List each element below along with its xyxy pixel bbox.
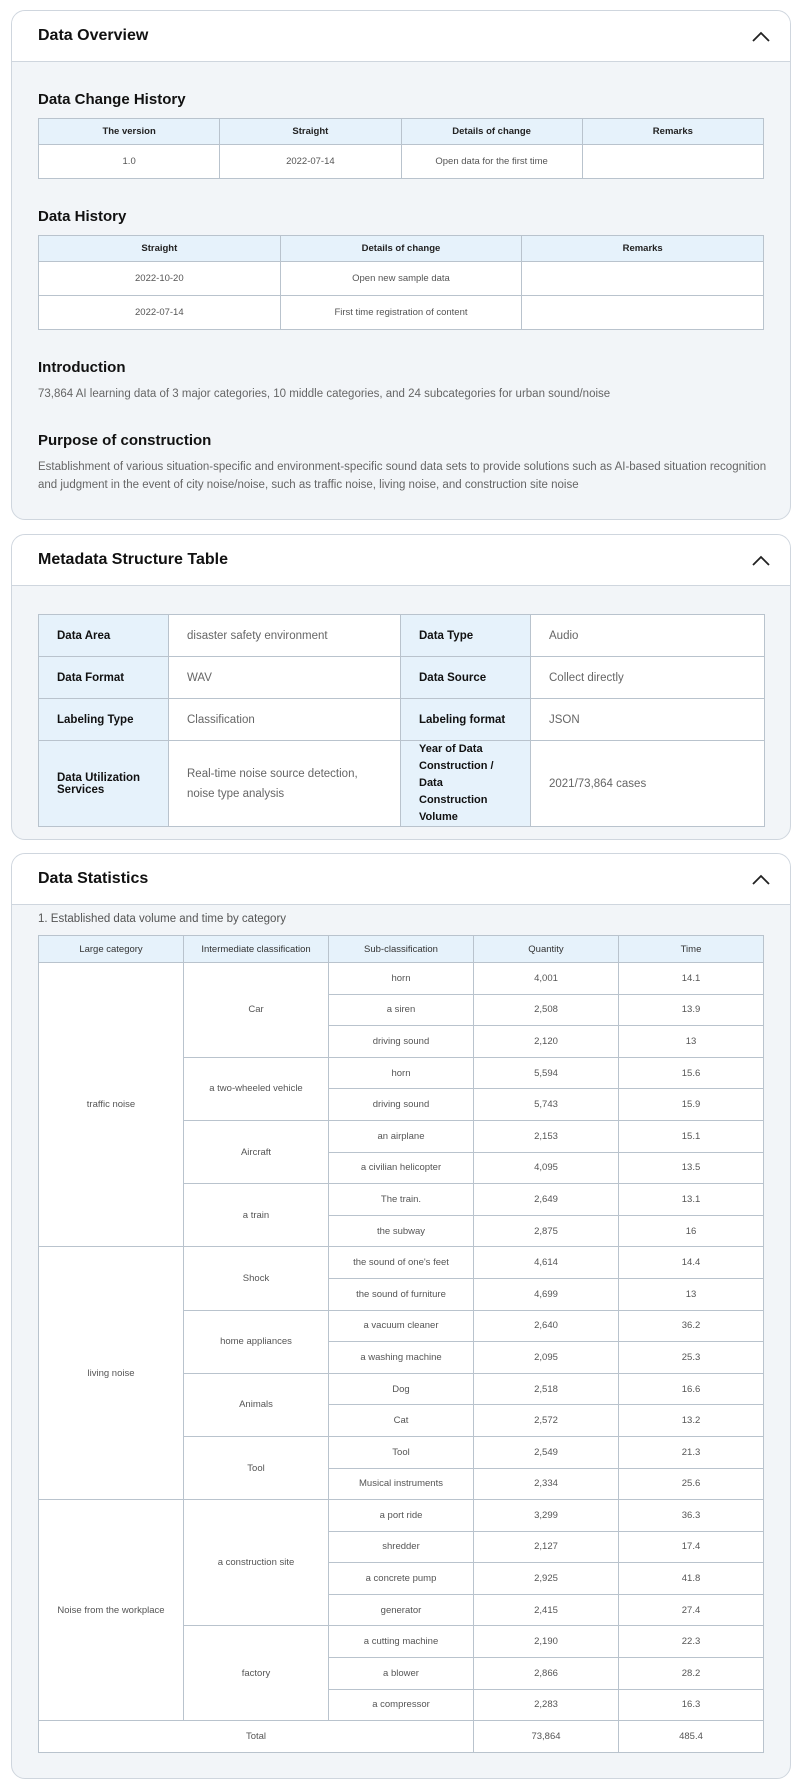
- meta-key: Data Area: [39, 615, 169, 657]
- quantity-cell: 2,120: [474, 1026, 619, 1058]
- intermediate-category-cell: Tool: [184, 1436, 329, 1499]
- quantity-cell: 2,518: [474, 1373, 619, 1405]
- table-header: Sub-classification: [329, 936, 474, 963]
- quantity-cell: 2,925: [474, 1563, 619, 1595]
- table-row: [39, 657, 765, 699]
- table-header: Intermediate classification: [184, 936, 329, 963]
- sub-category-cell: Dog: [329, 1373, 474, 1405]
- quantity-cell: 2,095: [474, 1342, 619, 1374]
- meta-value: 2021/73,864 cases: [531, 741, 765, 827]
- sub-category-cell: the sound of one's feet: [329, 1247, 474, 1279]
- table-cell: 2022-10-20: [39, 262, 281, 296]
- table-header: Details of change: [401, 119, 582, 145]
- metadata-title: Metadata Structure Table: [38, 551, 228, 568]
- table-row: [39, 296, 764, 330]
- time-cell: 28.2: [619, 1658, 764, 1690]
- sub-category-cell: a compressor: [329, 1689, 474, 1721]
- table-cell: [522, 296, 764, 330]
- quantity-cell: 2,508: [474, 994, 619, 1026]
- data-statistics-panel: [11, 853, 791, 1779]
- metadata-panel: [11, 534, 791, 840]
- meta-key: Data Type: [401, 615, 531, 657]
- time-cell: 25.3: [619, 1342, 764, 1374]
- time-cell: 15.9: [619, 1089, 764, 1121]
- meta-key: Year of Data Construction / Data Construction Volume: [401, 741, 531, 827]
- sub-category-cell: the subway: [329, 1215, 474, 1247]
- meta-key: Labeling Type: [39, 699, 169, 741]
- table-row: [39, 741, 765, 827]
- statistics-table: [38, 935, 764, 1753]
- table-cell: Open data for the first time: [401, 145, 582, 179]
- quantity-cell: 4,614: [474, 1247, 619, 1279]
- time-cell: 13.1: [619, 1184, 764, 1216]
- intermediate-category-cell: Aircraft: [184, 1120, 329, 1183]
- data-statistics-title: Data Statistics: [38, 870, 149, 887]
- intermediate-category-cell: a train: [184, 1184, 329, 1247]
- table-header: Quantity: [474, 936, 619, 963]
- metadata-header[interactable]: [12, 535, 790, 586]
- meta-value: Classification: [169, 699, 401, 741]
- meta-value: disaster safety environment: [169, 615, 401, 657]
- table-header: Large category: [39, 936, 184, 963]
- introduction-text: 73,864 AI learning data of 3 major categories, 10 middle categories, and 24 subcategories for urban sound/noise: [38, 388, 611, 400]
- meta-value: Real-time noise source detection, noise type analysis: [169, 741, 401, 827]
- intermediate-category-cell: Shock: [184, 1247, 329, 1310]
- change-history-table: [38, 118, 764, 179]
- sub-category-cell: the sound of furniture: [329, 1278, 474, 1310]
- data-history-heading: Data History: [38, 208, 127, 225]
- meta-key: Labeling format: [401, 699, 531, 741]
- sub-category-cell: Tool: [329, 1436, 474, 1468]
- quantity-cell: 2,415: [474, 1594, 619, 1626]
- time-cell: 15.6: [619, 1057, 764, 1089]
- purpose-heading: Purpose of construction: [38, 432, 212, 449]
- collapse-chevron-icon[interactable]: [750, 869, 772, 891]
- intermediate-category-cell: a construction site: [184, 1500, 329, 1626]
- quantity-cell: 2,283: [474, 1689, 619, 1721]
- quantity-cell: 2,153: [474, 1120, 619, 1152]
- time-cell: 16: [619, 1215, 764, 1247]
- statistics-caption: 1. Established data volume and time by category: [38, 913, 287, 925]
- table-header: Details of change: [280, 236, 522, 262]
- table-row: [39, 699, 765, 741]
- time-cell: 14.1: [619, 963, 764, 995]
- data-overview-panel: [11, 10, 791, 520]
- table-header: Time: [619, 936, 764, 963]
- table-header: Straight: [39, 236, 281, 262]
- table-cell: [582, 145, 763, 179]
- sub-category-cell: shredder: [329, 1531, 474, 1563]
- intermediate-category-cell: a two-wheeled vehicle: [184, 1057, 329, 1120]
- table-row: [39, 262, 764, 296]
- table-cell: First time registration of content: [280, 296, 522, 330]
- time-cell: 13.9: [619, 994, 764, 1026]
- table-cell: 1.0: [39, 145, 220, 179]
- total-row: [39, 1721, 764, 1753]
- table-row: [39, 1500, 764, 1532]
- meta-key: Data Format: [39, 657, 169, 699]
- time-cell: 22.3: [619, 1626, 764, 1658]
- sub-category-cell: driving sound: [329, 1026, 474, 1058]
- total-quantity: 73,864: [474, 1721, 619, 1753]
- sub-category-cell: an airplane: [329, 1120, 474, 1152]
- intermediate-category-cell: Car: [184, 963, 329, 1058]
- sub-category-cell: The train.: [329, 1184, 474, 1216]
- sub-category-cell: a civilian helicopter: [329, 1152, 474, 1184]
- large-category-cell: living noise: [39, 1247, 184, 1500]
- sub-category-cell: horn: [329, 1057, 474, 1089]
- sub-category-cell: Musical instruments: [329, 1468, 474, 1500]
- quantity-cell: 5,743: [474, 1089, 619, 1121]
- quantity-cell: 5,594: [474, 1057, 619, 1089]
- sub-category-cell: a washing machine: [329, 1342, 474, 1374]
- quantity-cell: 2,190: [474, 1626, 619, 1658]
- table-cell: 2022-07-14: [39, 296, 281, 330]
- meta-key: Data Source: [401, 657, 531, 699]
- meta-value: WAV: [169, 657, 401, 699]
- sub-category-cell: a port ride: [329, 1500, 474, 1532]
- table-cell: 2022-07-14: [220, 145, 401, 179]
- time-cell: 27.4: [619, 1594, 764, 1626]
- data-history-table: [38, 235, 764, 330]
- time-cell: 15.1: [619, 1120, 764, 1152]
- time-cell: 41.8: [619, 1563, 764, 1595]
- table-row: [39, 1247, 764, 1279]
- table-row: [39, 963, 764, 995]
- quantity-cell: 4,095: [474, 1152, 619, 1184]
- quantity-cell: 3,299: [474, 1500, 619, 1532]
- meta-value: Collect directly: [531, 657, 765, 699]
- time-cell: 13: [619, 1026, 764, 1058]
- sub-category-cell: a concrete pump: [329, 1563, 474, 1595]
- time-cell: 21.3: [619, 1436, 764, 1468]
- quantity-cell: 2,866: [474, 1658, 619, 1690]
- intermediate-category-cell: Animals: [184, 1373, 329, 1436]
- table-header: The version: [39, 119, 220, 145]
- sub-category-cell: a blower: [329, 1658, 474, 1690]
- change-history-heading: Data Change History: [38, 91, 186, 108]
- sub-category-cell: generator: [329, 1594, 474, 1626]
- sub-category-cell: a cutting machine: [329, 1626, 474, 1658]
- collapse-chevron-icon[interactable]: [750, 26, 772, 48]
- meta-key: Data Utilization Services: [39, 741, 169, 827]
- time-cell: 36.3: [619, 1500, 764, 1532]
- table-header: Remarks: [522, 236, 764, 262]
- sub-category-cell: a vacuum cleaner: [329, 1310, 474, 1342]
- table-row: [39, 615, 765, 657]
- quantity-cell: 2,549: [474, 1436, 619, 1468]
- meta-value: Audio: [531, 615, 765, 657]
- time-cell: 13.2: [619, 1405, 764, 1437]
- table-header: Straight: [220, 119, 401, 145]
- table-cell: Open new sample data: [280, 262, 522, 296]
- time-cell: 14.4: [619, 1247, 764, 1279]
- sub-category-cell: driving sound: [329, 1089, 474, 1121]
- data-overview-title: Data Overview: [38, 27, 149, 44]
- quantity-cell: 2,649: [474, 1184, 619, 1216]
- meta-value: JSON: [531, 699, 765, 741]
- table-row: [39, 145, 764, 179]
- quantity-cell: 4,001: [474, 963, 619, 995]
- intermediate-category-cell: factory: [184, 1626, 329, 1721]
- time-cell: 36.2: [619, 1310, 764, 1342]
- quantity-cell: 2,572: [474, 1405, 619, 1437]
- sub-category-cell: a siren: [329, 994, 474, 1026]
- sub-category-cell: horn: [329, 963, 474, 995]
- time-cell: 25.6: [619, 1468, 764, 1500]
- table-cell: [522, 262, 764, 296]
- intermediate-category-cell: home appliances: [184, 1310, 329, 1373]
- time-cell: 16.6: [619, 1373, 764, 1405]
- quantity-cell: 2,334: [474, 1468, 619, 1500]
- collapse-chevron-icon[interactable]: [750, 550, 772, 572]
- total-label: Total: [39, 1721, 474, 1753]
- time-cell: 17.4: [619, 1531, 764, 1563]
- time-cell: 16.3: [619, 1689, 764, 1721]
- quantity-cell: 2,127: [474, 1531, 619, 1563]
- introduction-heading: Introduction: [38, 359, 126, 376]
- metadata-table: [38, 614, 765, 827]
- quantity-cell: 2,875: [474, 1215, 619, 1247]
- data-statistics-header[interactable]: [12, 854, 790, 905]
- quantity-cell: 2,640: [474, 1310, 619, 1342]
- quantity-cell: 4,699: [474, 1278, 619, 1310]
- time-cell: 13: [619, 1278, 764, 1310]
- sub-category-cell: Cat: [329, 1405, 474, 1437]
- purpose-text: Establishment of various situation-specific and environment-specific sound data sets to provide solutions such as AI-based situation recognition and judgment in the event of city noise/noise, such as traffic noise, living noise, and construction site noise: [38, 461, 767, 491]
- total-time: 485.4: [619, 1721, 764, 1753]
- table-header: Remarks: [582, 119, 763, 145]
- data-overview-header[interactable]: [12, 11, 790, 62]
- time-cell: 13.5: [619, 1152, 764, 1184]
- large-category-cell: traffic noise: [39, 963, 184, 1247]
- large-category-cell: Noise from the workplace: [39, 1500, 184, 1721]
